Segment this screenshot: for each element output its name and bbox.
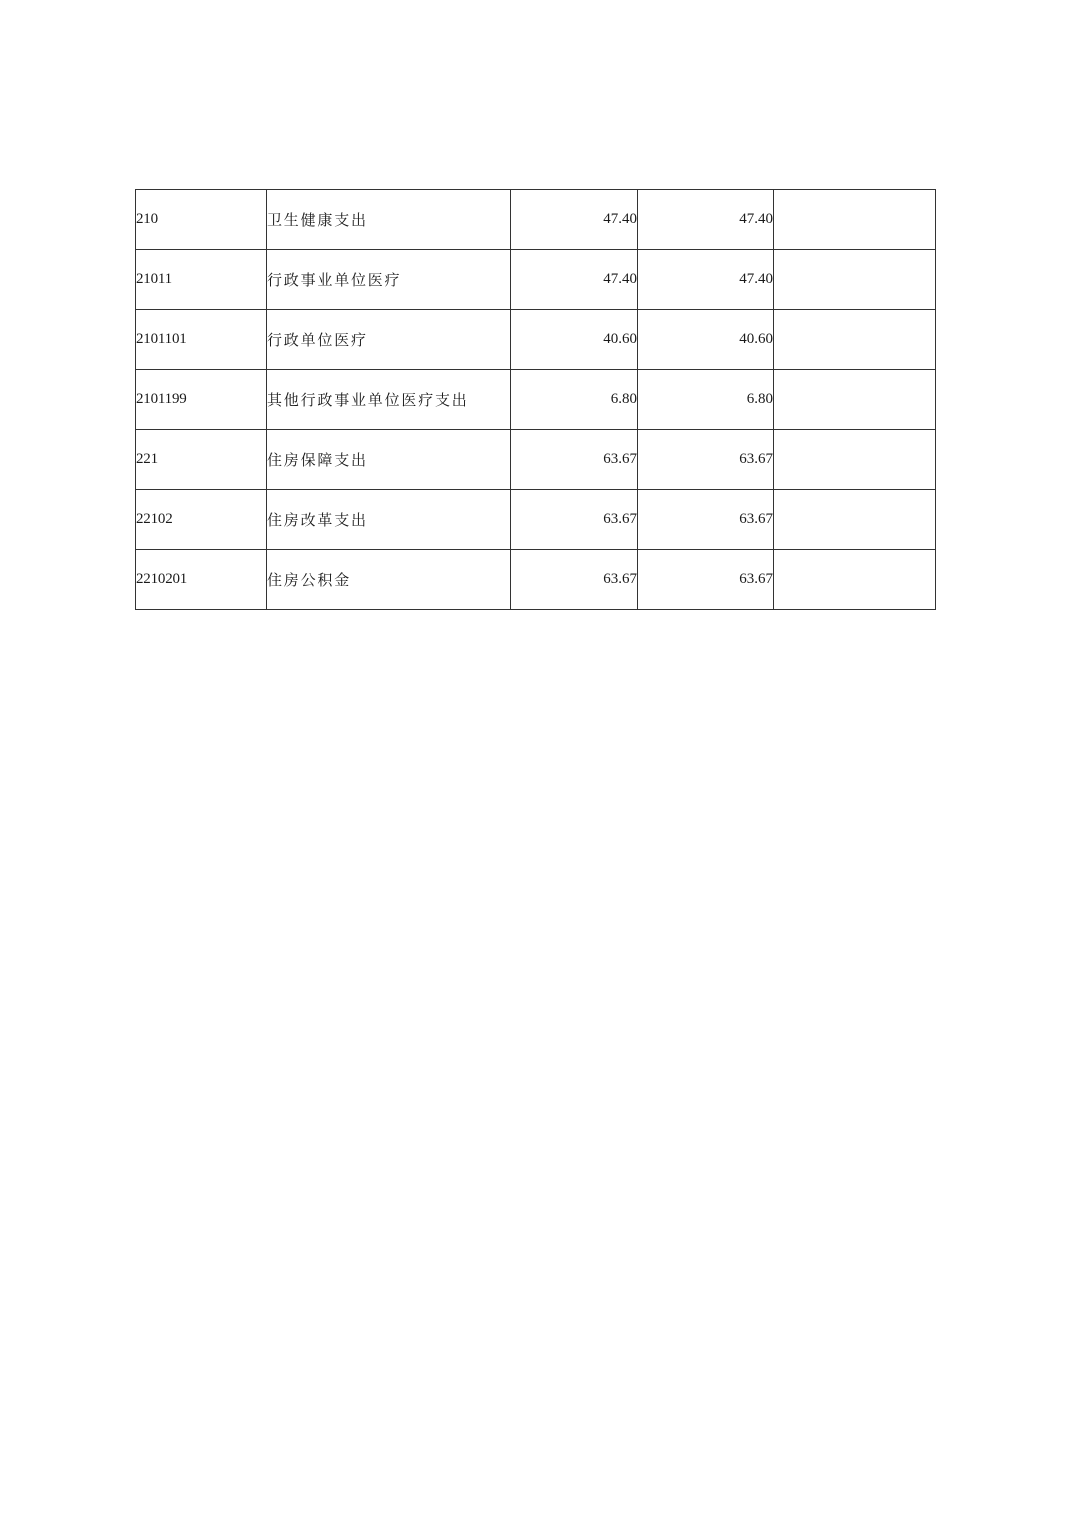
amount-cell: 47.40 (638, 250, 774, 310)
subject-name-cell: 行政事业单位医疗 (267, 250, 511, 310)
subject-code-cell: 221 (136, 430, 267, 490)
subject-name-cell: 住房保障支出 (267, 430, 511, 490)
subject-name-cell: 住房公积金 (267, 550, 511, 610)
subject-code-cell: 2101101 (136, 310, 267, 370)
amount-cell: 63.67 (511, 430, 638, 490)
amount-cell: 6.80 (638, 370, 774, 430)
table-row (136, 550, 936, 610)
table-row (136, 490, 936, 550)
table-row (136, 190, 936, 250)
amount-cell: 40.60 (511, 310, 638, 370)
table-row (136, 430, 936, 490)
amount-cell: 63.67 (638, 550, 774, 610)
budget-expenditure-table (135, 189, 936, 610)
amount-cell: 47.40 (511, 190, 638, 250)
amount-cell: 63.67 (511, 550, 638, 610)
table-row (136, 310, 936, 370)
subject-name-cell: 卫生健康支出 (267, 190, 511, 250)
amount-cell: 40.60 (638, 310, 774, 370)
amount-cell: 63.67 (638, 490, 774, 550)
subject-name-cell: 行政单位医疗 (267, 310, 511, 370)
subject-name-cell: 住房改革支出 (267, 490, 511, 550)
amount-cell (774, 310, 936, 370)
subject-code-cell: 2210201 (136, 550, 267, 610)
subject-name-cell: 其他行政事业单位医疗支出 (267, 370, 511, 430)
subject-code-cell: 210 (136, 190, 267, 250)
amount-cell (774, 430, 936, 490)
amount-cell: 63.67 (638, 430, 774, 490)
amount-cell: 63.67 (511, 490, 638, 550)
amount-cell (774, 490, 936, 550)
subject-code-cell: 2101199 (136, 370, 267, 430)
amount-cell: 47.40 (511, 250, 638, 310)
amount-cell (774, 370, 936, 430)
amount-cell: 6.80 (511, 370, 638, 430)
table-row (136, 370, 936, 430)
amount-cell (774, 550, 936, 610)
amount-cell: 47.40 (638, 190, 774, 250)
table-row (136, 250, 936, 310)
subject-code-cell: 22102 (136, 490, 267, 550)
amount-cell (774, 190, 936, 250)
amount-cell (774, 250, 936, 310)
subject-code-cell: 21011 (136, 250, 267, 310)
